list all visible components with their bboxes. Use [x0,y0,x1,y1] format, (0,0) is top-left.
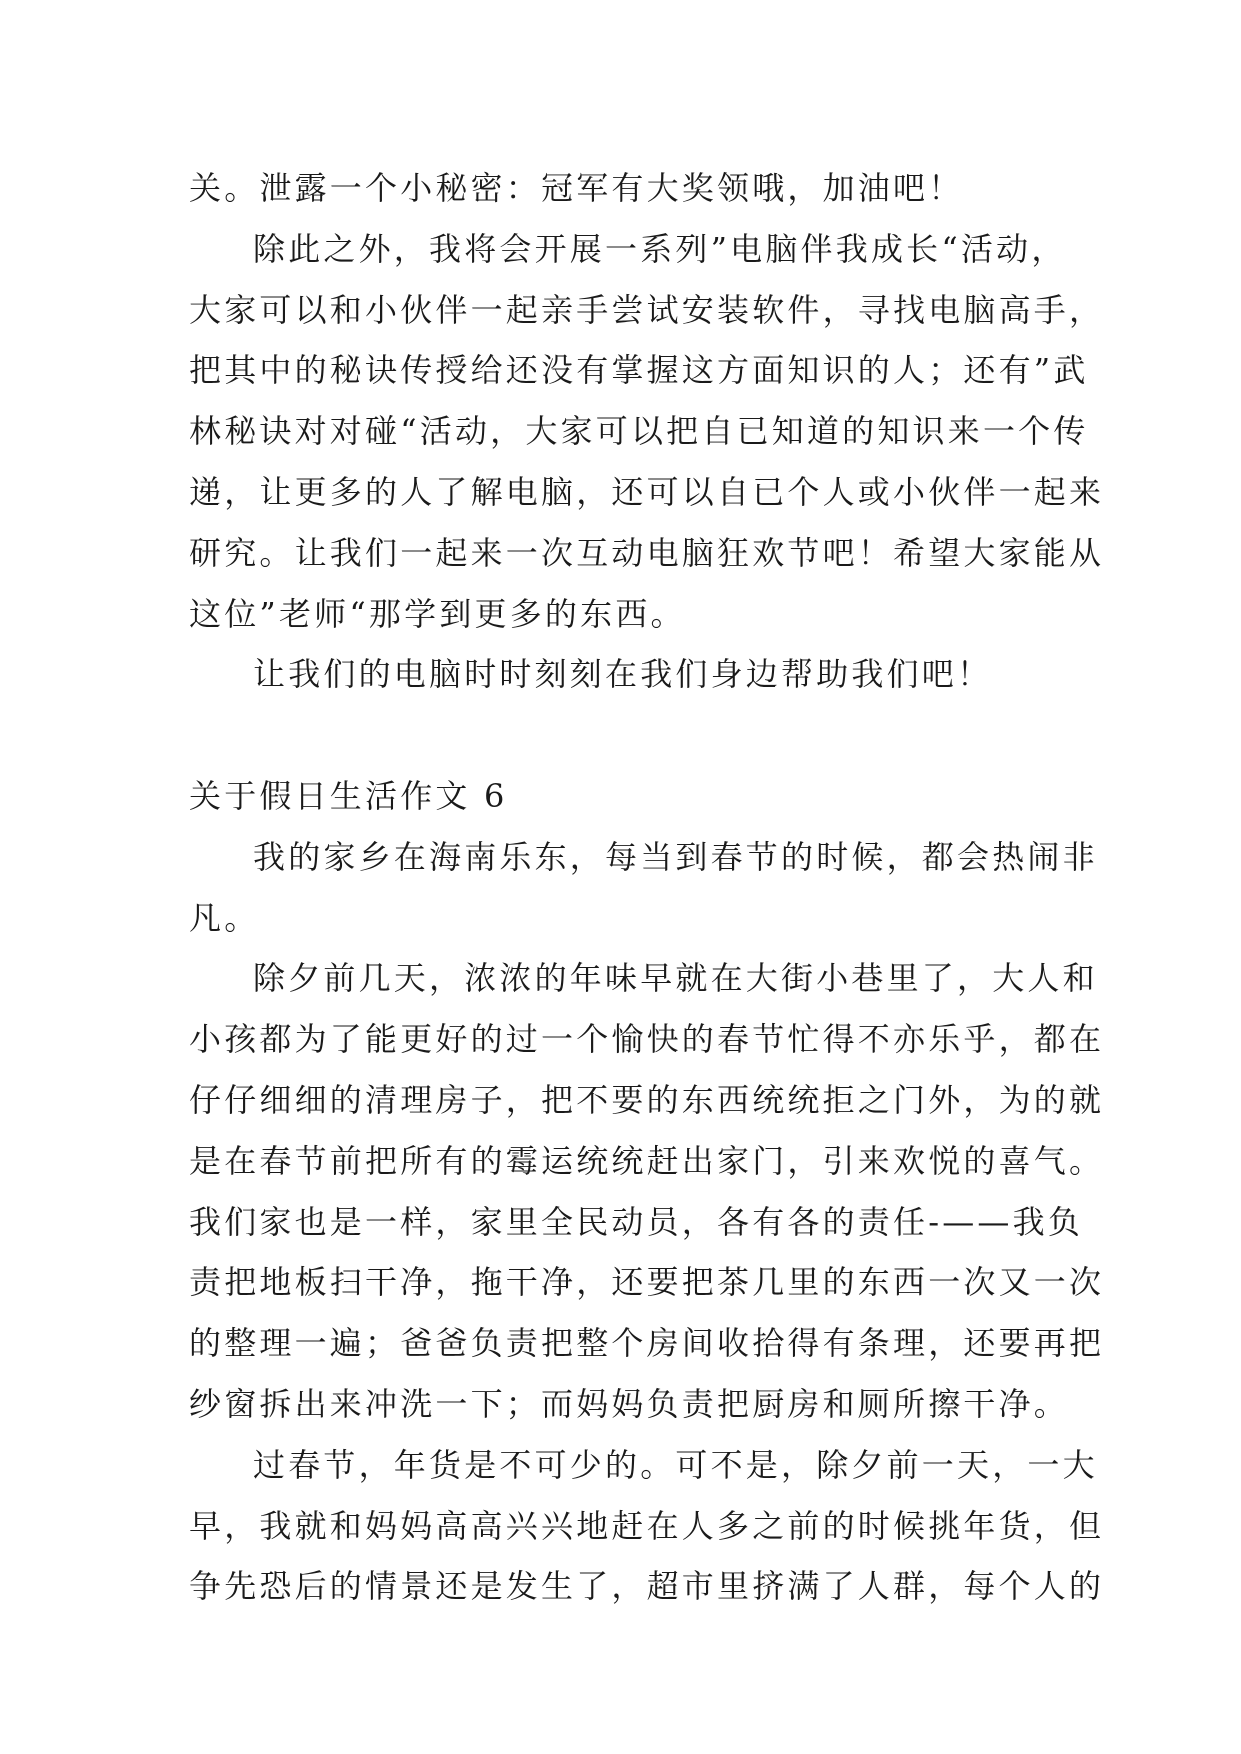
paragraph-line: 我的家乡在海南乐东，每当到春节的时候，都会热闹非 [253,837,1098,876]
paragraph-line: 争先恐后的情景还是发生了，超市里挤满了人群，每个人的 [189,1567,1105,1606]
paragraph-line: 纱窗拆出来冲洗一下；而妈妈负责把厨房和厕所擦干净。 [189,1384,1070,1423]
paragraph-line: 仔仔细细的清理房子，把不要的东西统统拒之门外，为的就 [189,1080,1105,1119]
paragraph-line: 把其中的秘诀传授给还没有掌握这方面知识的人；还有”武 [189,351,1089,390]
paragraph-line: 早，我就和妈妈高高兴兴地赶在人多之前的时候挑年货，但 [189,1506,1105,1545]
paragraph-line: 除夕前几天，浓浓的年味早就在大街小巷里了，大人和 [253,959,1098,998]
paragraph-line: 过春节，年货是不可少的。可不是，除夕前一天，一大 [253,1445,1098,1484]
section-gap [189,705,1069,766]
section-heading: 关于假日生活作文 6 [189,776,508,815]
paragraph-line: 是在春节前把所有的霉运统统赶出家门，引来欢悦的喜气。 [189,1141,1105,1180]
paragraph-line: 除此之外，我将会开展一系列”电脑伴我成长“活动， [253,229,1067,268]
paragraph-line: 的整理一遍；爸爸负责把整个房间收拾得有条理，还要再把 [189,1324,1105,1363]
paragraph-line: 林秘诀对对碰“活动，大家可以把自已知道的知识来一个传 [189,412,1089,451]
paragraph-line: 这位”老师“那学到更多的东西。 [189,594,686,633]
paragraph-line: 大家可以和小伙伴一起亲手尝试安装软件，寻找电脑高手， [189,290,1105,329]
paragraph-line: 我们家也是一样，家里全民动员，各有各的责任-——我负 [189,1202,1084,1241]
paragraph-line: 递，让更多的人了解电脑，还可以自已个人或小伙伴一起来 [189,472,1105,511]
document-body [189,158,1105,1617]
paragraph-line: 让我们的电脑时时刻刻在我们身边帮助我们吧！ [253,655,993,694]
paragraph-line: 研究。让我们一起来一次互动电脑狂欢节吧！希望大家能从 [189,533,1105,572]
paragraph-line: 凡。 [189,898,260,937]
paragraph-line: 小孩都为了能更好的过一个愉快的春节忙得不亦乐乎，都在 [189,1020,1105,1059]
paragraph-line: 责把地板扫干净，拖干净，还要把茶几里的东西一次又一次 [189,1263,1105,1302]
paragraph-line: 关。泄露一个小秘密：冠军有大奖领哦，加油吧！ [189,169,964,207]
